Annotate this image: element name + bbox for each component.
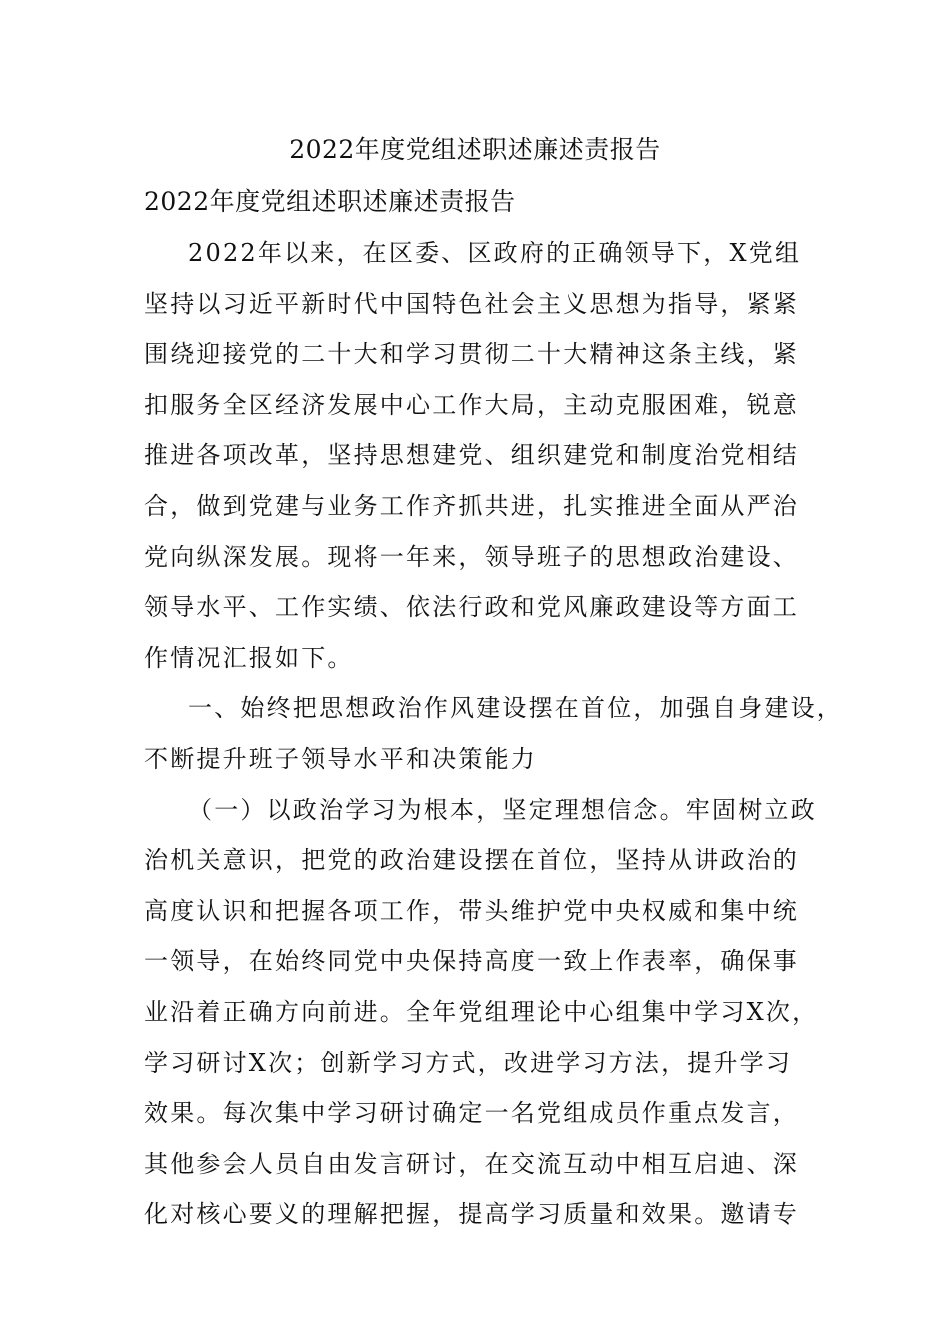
paragraph-line: 业沿着正确方向前进。全年党组理论中心组集中学习X次， <box>144 997 819 1026</box>
paragraph-line: 党向纵深发展。现将一年来，领导班子的思想政治建设、 <box>144 542 799 571</box>
paragraph-line: 领导水平、工作实绩、依法行政和党风廉政建设等方面工 <box>144 593 799 622</box>
paragraph-line: 化对核心要义的理解把握，提高学习质量和效果。邀请专 <box>144 1200 799 1229</box>
paragraph-line: 2022年以来，在区委、区政府的正确领导下，X党组 <box>188 239 802 267</box>
paragraph-line: 效果。每次集中学习研讨确定一名党组成员作重点发言， <box>144 1099 799 1128</box>
paragraph-line: 围绕迎接党的二十大和学习贯彻二十大精神这条主线，紧 <box>144 340 799 369</box>
document-body <box>144 228 843 1240</box>
section-heading-line: 不断提升班子领导水平和决策能力 <box>144 744 537 773</box>
document-title: 2022年度党组述职述廉述责报告 <box>289 135 661 164</box>
paragraph-line: 作情况汇报如下。 <box>144 643 354 672</box>
paragraph-line: 治机关意识，把党的政治建设摆在首位，坚持从讲政治的 <box>144 846 799 875</box>
paragraph-line: 合，做到党建与业务工作齐抓共进，扎实推进全面从严治 <box>144 491 799 520</box>
paragraph-line: 坚持以习近平新时代中国特色社会主义思想为指导，紧紧 <box>144 289 799 318</box>
paragraph-line: （一）以政治学习为根本，坚定理想信念。牢固树立政 <box>188 795 817 824</box>
paragraph-line: 推进各项改革，坚持思想建党、组织建党和制度治党相结 <box>144 441 799 470</box>
paragraph-line: 学习研讨X次；创新学习方式，改进学习方法，提升学习 <box>144 1048 793 1077</box>
paragraph-line: 其他参会人员自由发言研讨，在交流互动中相互启迪、深 <box>144 1149 799 1178</box>
paragraph-line: 扣服务全区经济发展中心工作大局，主动克服困难，锐意 <box>144 390 799 419</box>
paragraph-line: 一领导，在始终同党中央保持高度一致上作表率，确保事 <box>144 947 799 976</box>
section-heading-line: 一、始终把思想政治作风建设摆在首位，加强自身建设， <box>188 694 843 723</box>
paragraph-line: 高度认识和把握各项工作，带头维护党中央权威和集中统 <box>144 896 799 925</box>
document-subtitle: 2022年度党组述职述廉述责报告 <box>144 187 516 216</box>
